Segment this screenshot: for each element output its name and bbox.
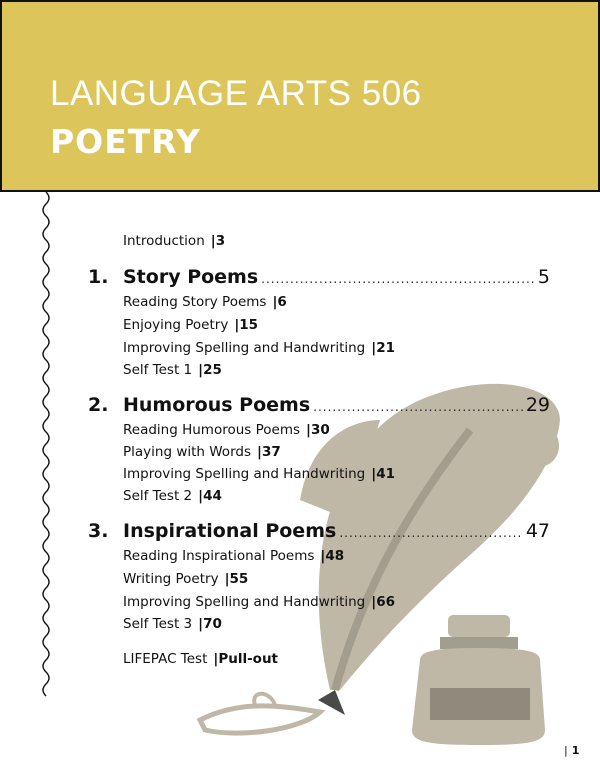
toc-section[interactable]: Reading Inspirational Poems| 48 (123, 548, 344, 564)
toc-section[interactable]: Writing Poetry| 55 (123, 571, 248, 587)
toc-chapter-1[interactable]: 1. Story Poems ..... 5 (88, 266, 550, 294)
dot-leader (339, 526, 523, 540)
toc-section[interactable]: Reading Humorous Poems| 30 (123, 422, 330, 438)
dot-leader (313, 400, 523, 414)
page-footer (564, 744, 579, 757)
unit-title: POETRY (50, 122, 201, 161)
toc-chapter-2[interactable]: 2. Humorous Poems ..... 29 (88, 394, 550, 422)
series-title: LANGUAGE ARTS 506 (50, 74, 422, 113)
toc-section[interactable]: Self Test 2| 44 (123, 488, 222, 504)
toc-section[interactable]: Improving Spelling and Handwriting| 41 (123, 466, 395, 482)
toc-section[interactable]: Improving Spelling and Handwriting| 21 (123, 340, 395, 356)
toc-introduction[interactable]: Introduction| 3 (123, 233, 225, 249)
toc-section[interactable]: Playing with Words| 37 (123, 444, 281, 460)
toc-section[interactable]: Reading Story Poems| 6 (123, 294, 287, 310)
page-number: 1 (571, 744, 580, 757)
toc-lifepac-test[interactable]: LIFEPAC Test| Pull-out (123, 651, 278, 667)
toc-section[interactable]: Self Test 1| 25 (123, 362, 222, 378)
toc-section[interactable]: Enjoying Poetry| 15 (123, 317, 258, 333)
toc-section[interactable]: Improving Spelling and Handwriting| 66 (123, 594, 395, 610)
toc-chapter-3[interactable]: 3. Inspirational Poems ..... 47 (88, 520, 550, 548)
dot-leader (261, 272, 535, 286)
toc-section[interactable]: Self Test 3| 70 (123, 616, 222, 632)
footer-divider: | (564, 744, 568, 757)
